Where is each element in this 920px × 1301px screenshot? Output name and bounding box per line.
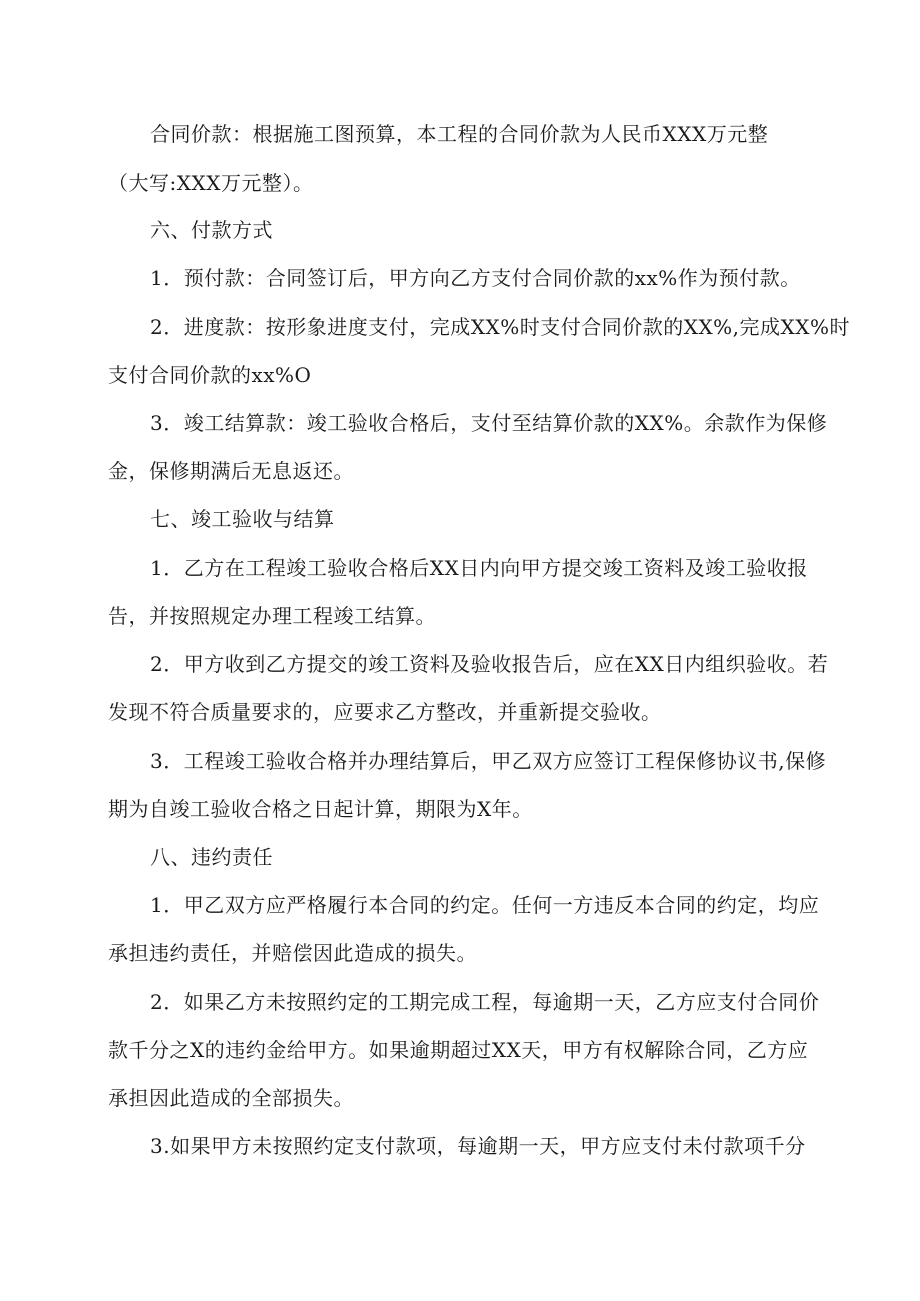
paragraph-liability-2: 2．如果乙方未按照约定的工期完成工程，每逾期一天，乙方应支付合同价 xyxy=(150,990,820,1014)
paragraph-liability-2-cont: 款千分之X的违约金给甲方。如果逾期超过XX天，甲方有权解除合同，乙方应 xyxy=(108,1038,809,1062)
paragraph-contract-price: 合同价款：根据施工图预算，本工程的合同价款为人民币XXX万元整 xyxy=(150,122,769,146)
paragraph-acceptance-1: 1．乙方在工程竣工验收合格后XX日内向甲方提交竣工资料及竣工验收报 xyxy=(150,556,808,580)
heading-liability: 八、违约责任 xyxy=(150,845,273,869)
paragraph-progress-payment-cont: 支付合同价款的xx%O xyxy=(108,363,312,387)
paragraph-acceptance-2-cont: 发现不符合质量要求的，应要求乙方整改，并重新提交验收。 xyxy=(108,700,662,724)
paragraph-liability-3: 3.如果甲方未按照约定支付款项，每逾期一天，甲方应支付未付款项千分 xyxy=(150,1134,806,1158)
paragraph-final-settlement: 3．竣工结算款：竣工验收合格后，支付至结算价款的XX%。余款作为保修 xyxy=(150,411,828,435)
paragraph-liability-2-cont2: 承担因此造成的全部损失。 xyxy=(108,1086,354,1110)
paragraph-acceptance-2: 2．甲方收到乙方提交的竣工资料及验收报告后，应在XX日内组织验收。若 xyxy=(150,652,829,676)
paragraph-contract-price-cont: （大写:XXX万元整）。 xyxy=(108,171,314,195)
paragraph-progress-payment: 2．进度款：按形象进度支付，完成XX%时支付合同价款的XX%,完成XX%时 xyxy=(150,315,851,339)
heading-payment-method: 六、付款方式 xyxy=(150,218,273,242)
paragraph-acceptance-1-cont: 告，并按照规定办理工程竣工结算。 xyxy=(108,604,436,628)
heading-completion-acceptance: 七、竣工验收与结算 xyxy=(150,507,335,531)
paragraph-advance-payment: 1．预付款：合同签订后，甲方向乙方支付合同价款的xx%作为预付款。 xyxy=(150,266,801,290)
paragraph-final-settlement-cont: 金，保修期满后无息返还。 xyxy=(108,459,354,483)
paragraph-acceptance-3-cont: 期为自竣工验收合格之日起计算，期限为X年。 xyxy=(108,797,533,821)
paragraph-liability-1-cont: 承担违约责任，并赔偿因此造成的损失。 xyxy=(108,941,477,965)
paragraph-liability-1: 1．甲乙双方应严格履行本合同的约定。任何一方违反本合同的约定，均应 xyxy=(150,893,820,917)
paragraph-acceptance-3: 3．工程竣工验收合格并办理结算后，甲乙双方应签订工程保修协议书,保修 xyxy=(150,749,827,773)
